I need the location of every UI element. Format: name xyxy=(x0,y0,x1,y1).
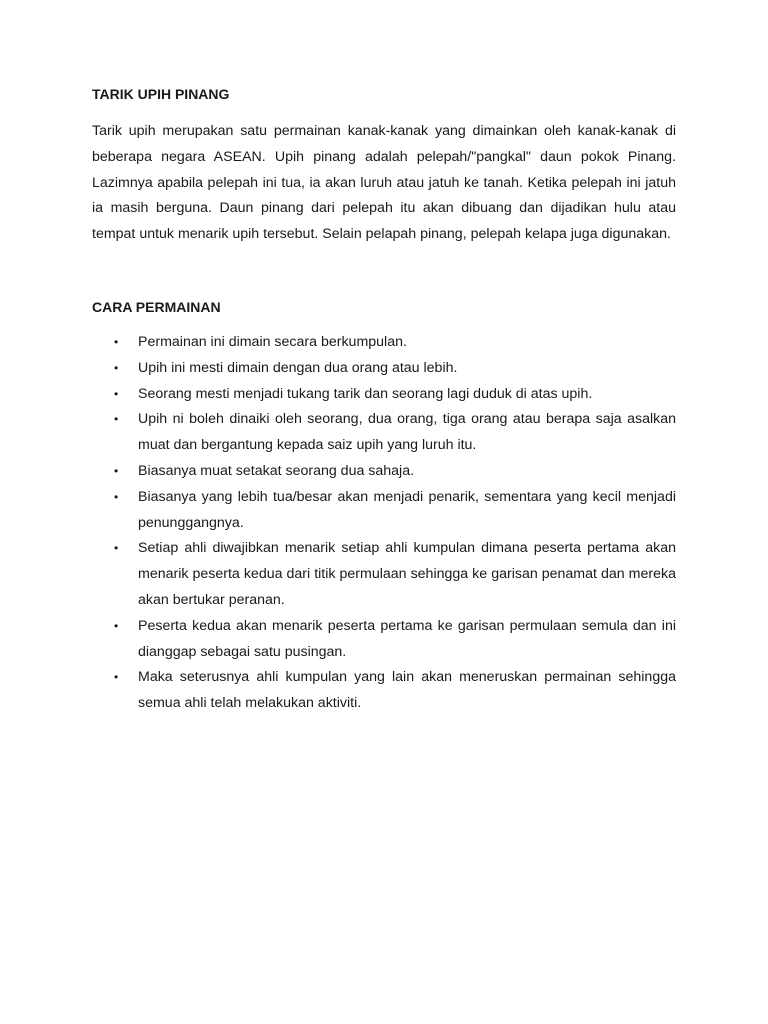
list-item xyxy=(92,330,676,356)
bullet-icon: • xyxy=(114,541,119,556)
bullet-icon: • xyxy=(114,618,119,633)
list-item xyxy=(92,356,676,382)
bullet-icon: • xyxy=(114,670,119,685)
document-title: TARIK UPIH PINANG xyxy=(92,86,230,102)
intro-paragraph: Tarik upih merupakan satu permainan kanak-kanak yang dimainkan oleh kanak-kanak di beberapa negara ASEAN. Upih pinang adalah pelepah/"pangkal" daun pokok Pinang. Lazimnya apabila pelepah ini tua, ia akan luruh atau jatuh ke tanah. Ketika pelepah ini jatuh ia masih berguna. Daun pinang dari pelepah itu akan dibuang dan dijadikan hulu atau tempat untuk menarik upih tersebut. Selain pelapah pinang, pelepah kelapa juga digunakan. xyxy=(92,123,676,243)
bullet-icon: • xyxy=(114,360,119,375)
bullet-icon: • xyxy=(114,412,119,427)
list-item xyxy=(92,614,676,666)
bullet-icon: • xyxy=(114,463,119,478)
list-item-text: Peserta kedua akan menarik peserta pertama ke garisan permulaan semula dan ini dianggap sebagai satu pusingan. xyxy=(138,617,676,660)
instructions-list xyxy=(92,330,676,717)
list-item-text: Upih ini mesti dimain dengan dua orang atau lebih. xyxy=(138,359,458,376)
list-item-text: Biasanya yang lebih tua/besar akan menjadi penarik, sementara yang kecil menjadi penunggangnya. xyxy=(138,488,676,531)
list-item-text: Seorang mesti menjadi tukang tarik dan seorang lagi duduk di atas upih. xyxy=(138,385,593,402)
list-item xyxy=(92,459,676,485)
list-item xyxy=(92,382,676,408)
document-page xyxy=(92,84,676,717)
list-item-text: Maka seterusnya ahli kumpulan yang lain akan meneruskan permainan sehingga semua ahli telah melakukan aktiviti. xyxy=(138,669,676,712)
list-item xyxy=(92,407,676,459)
bullet-icon: • xyxy=(114,334,119,349)
list-item-text: Setiap ahli diwajibkan menarik setiap ahli kumpulan dimana peserta pertama akan menarik peserta kedua dari titik permulaan sehingga ke garisan penamat dan mereka akan bertukar peranan. xyxy=(138,540,676,608)
bullet-icon: • xyxy=(114,386,119,401)
list-item xyxy=(92,485,676,537)
list-item xyxy=(92,665,676,717)
bullet-icon: • xyxy=(114,489,119,504)
section-title: CARA PERMAINAN xyxy=(92,298,221,315)
list-item xyxy=(92,536,676,613)
list-item-text: Biasanya muat setakat seorang dua sahaja. xyxy=(138,462,415,479)
list-item-text: Permainan ini dimain secara berkumpulan. xyxy=(138,333,407,350)
list-item-text: Upih ni boleh dinaiki oleh seorang, dua orang, tiga orang atau berapa saja asalkan muat dan bergantung kepada saiz upih yang luruh itu. xyxy=(138,411,676,454)
